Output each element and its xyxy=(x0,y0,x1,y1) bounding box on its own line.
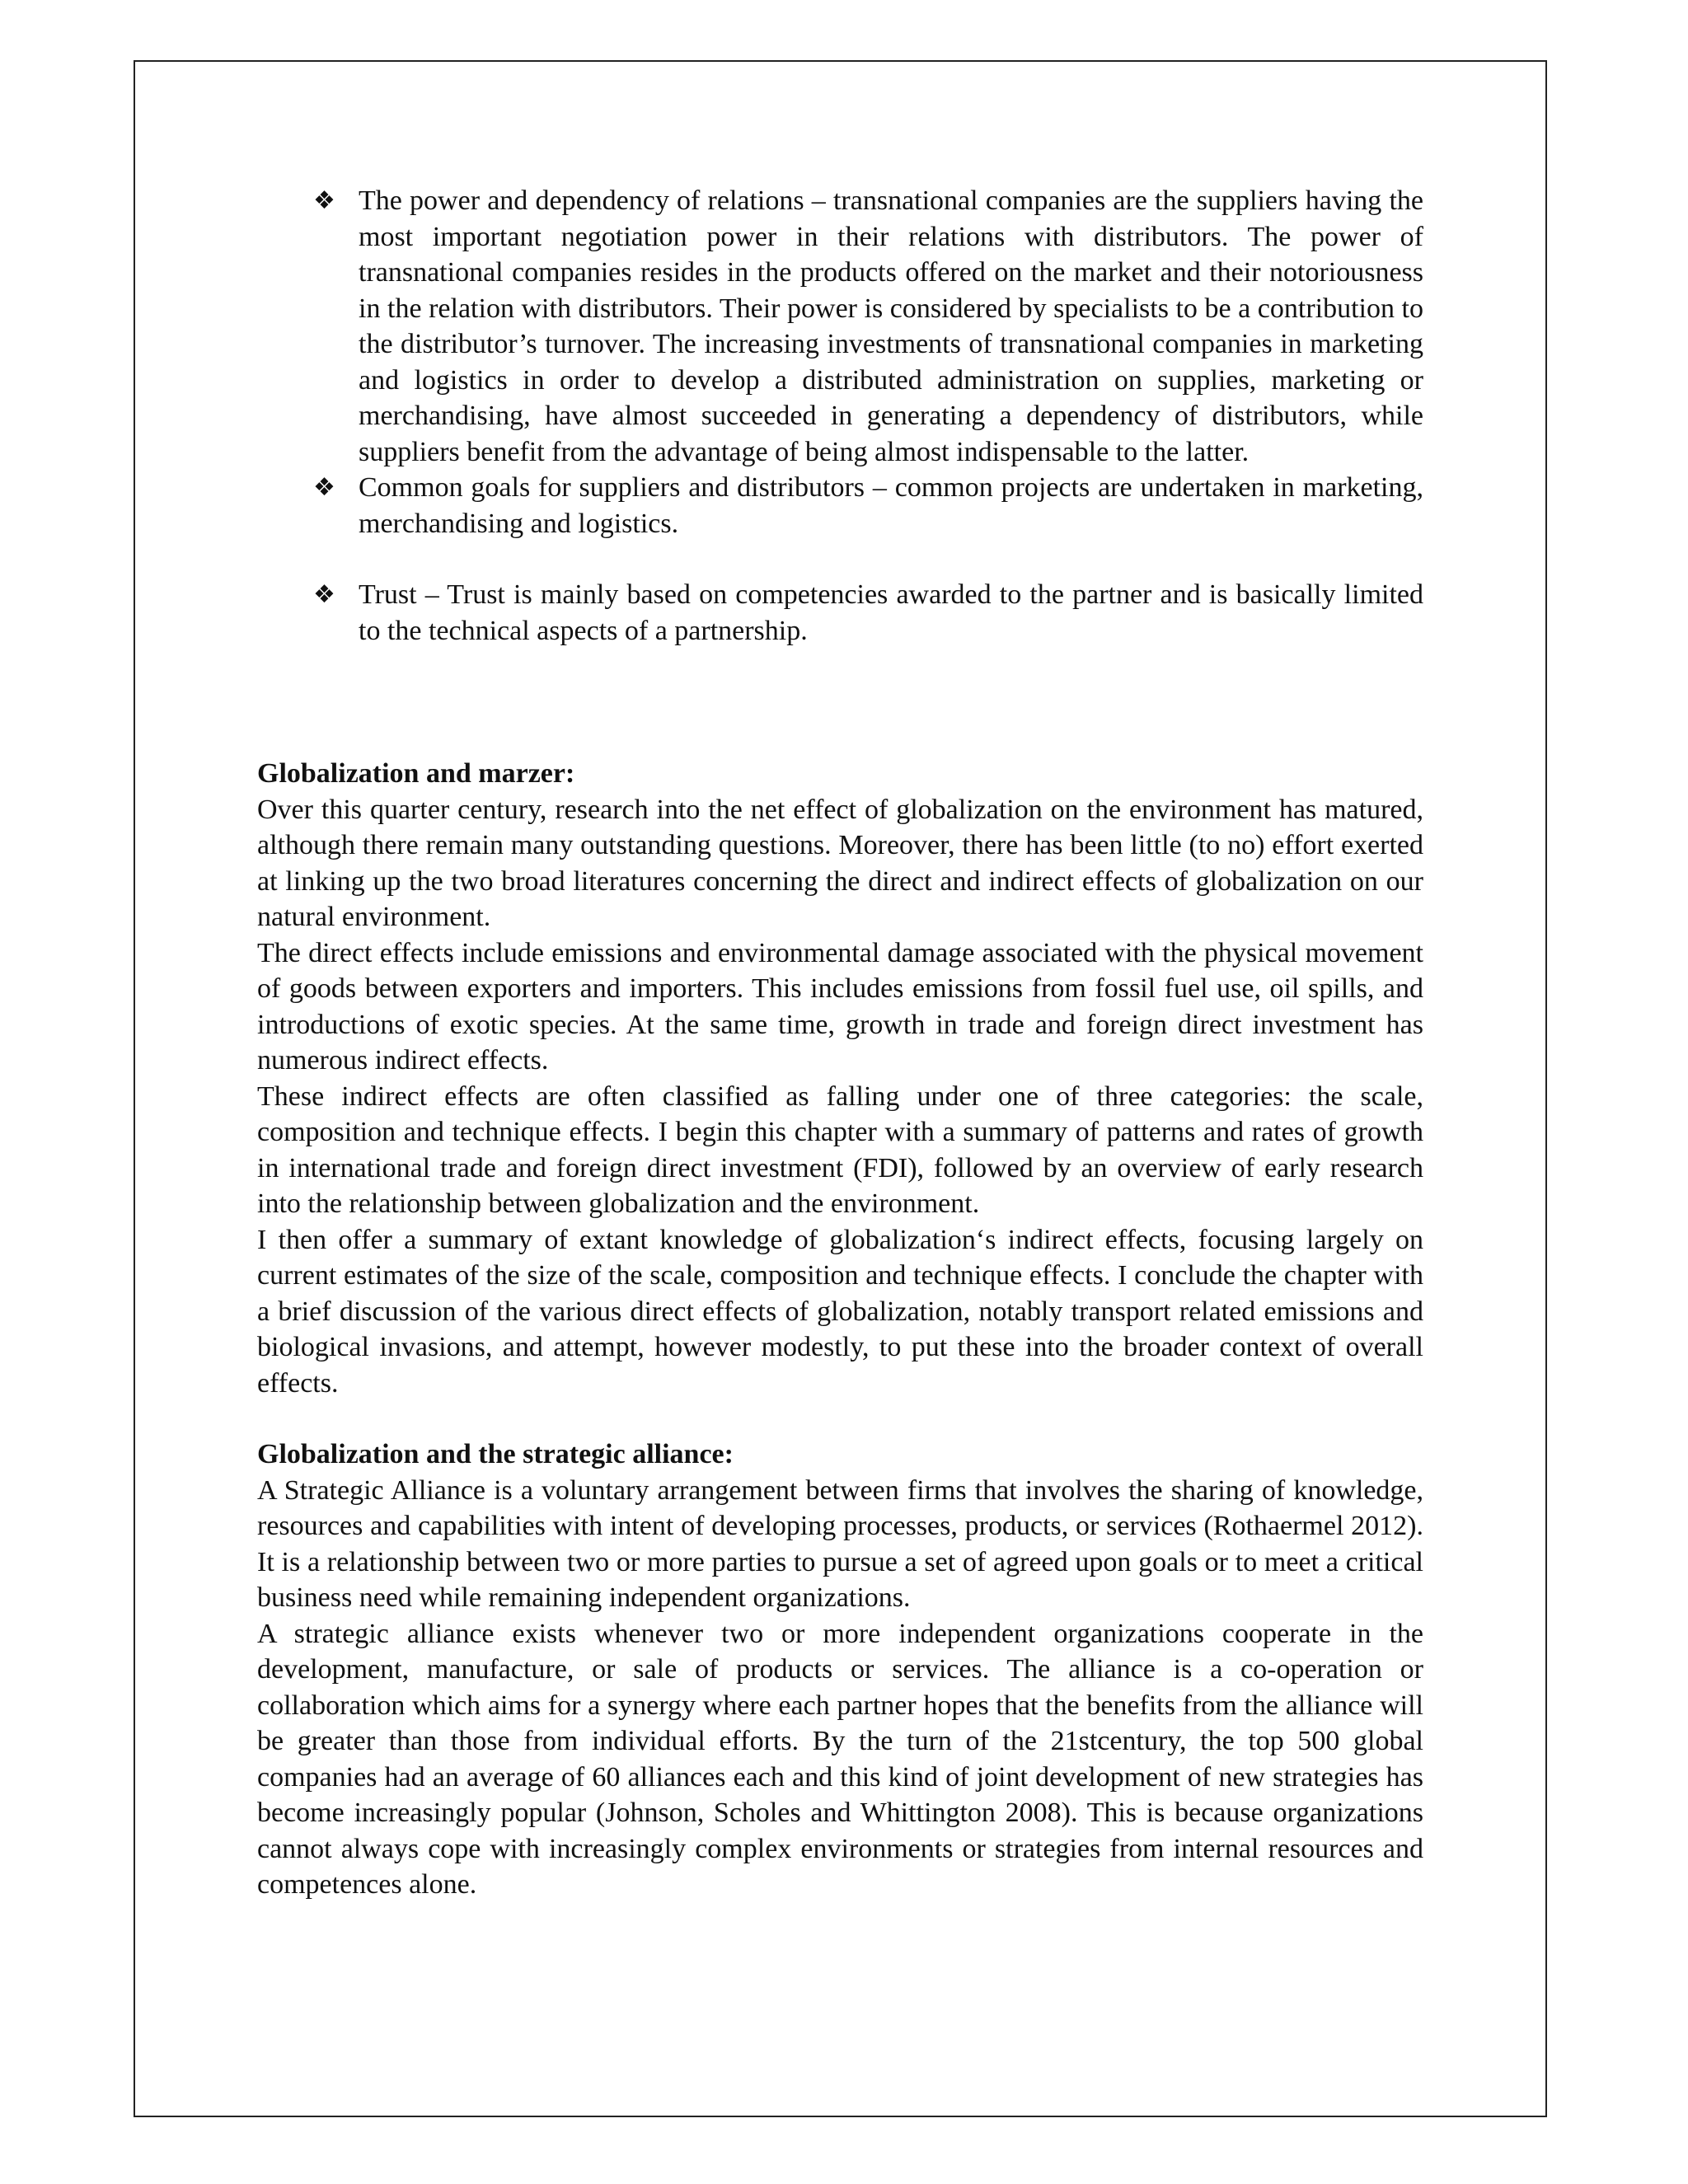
paragraph: A Strategic Alliance is a voluntary arrangement between firms that involves the sharing of knowledge, resources and capabilities with intent of developing processes, products, or services (Rothaermel 2012). It is a relationship between two or more parties to pursue a set of agreed upon goals or to meet a critical business need while remaining independent organizations. xyxy=(257,1474,1423,1613)
bullet-item-power-dependency xyxy=(257,183,1423,470)
bullet-item-trust xyxy=(257,577,1423,649)
bullet-list xyxy=(257,183,1423,649)
diamond-bullet-icon: ❖ xyxy=(313,580,335,609)
paragraph: The direct effects include emissions and environmental damage associated with the physical movement of goods between exporters and importers. This includes emissions from fossil fuel use, oil spills, and introductions of exotic species. At the same time, growth in trade and foreign direct investment has numerous indirect effects. xyxy=(257,937,1423,1076)
diamond-bullet-icon: ❖ xyxy=(313,186,335,215)
bullet-item-common-goals xyxy=(257,470,1423,541)
document-content xyxy=(257,183,1423,1903)
section-heading: Globalization and marzer: xyxy=(257,758,575,789)
paragraph: I then offer a summary of extant knowledge of globalization‘s indirect effects, focusing largely on current estimates of the size of the scale, composition and technique effects. I conclude the chapter with a brief discussion of the various direct effects of globalization, notably transport related emissions and biological invasions, and attempt, however modestly, to put these into the broader context of overall effects. xyxy=(257,1224,1423,1399)
paragraph: These indirect effects are often classified as falling under one of three categories: the scale, composition and technique effects. I begin this chapter with a summary of patterns and rates of growth in international trade and foreign direct investment (FDI), followed by an overview of early research into the relationship between globalization and the environment. xyxy=(257,1080,1423,1219)
bullet-text: The power and dependency of relations – transnational companies are the suppliers having the most important negotiation power in their relations with distributors. The power of transnational companies resides in the products offered on the market and their notoriousness in the relation with distributors. Their power is considered by specialists to be a contribution to the distributor’s turnover. The increasing investments of transnational companies in marketing and logistics in order to develop a distributed administration on supplies, marketing or merchandising, have almost succeeded in generating a dependency of distributors, while suppliers benefit from the advantage of being almost indispensable to the latter. xyxy=(359,185,1423,467)
paragraph: Over this quarter century, research into the net effect of globalization on the environment has matured, although there remain many outstanding questions. Moreover, there has been little (to no) effort exerted at linking up the two broad literatures concerning the direct and indirect effects of globalization on our natural environment. xyxy=(257,794,1423,932)
section-globalization-marzer xyxy=(257,756,1423,1401)
diamond-bullet-icon: ❖ xyxy=(313,473,335,502)
section-heading: Globalization and the strategic alliance: xyxy=(257,1439,734,1469)
bullet-text: Common goals for suppliers and distributors – common projects are undertaken in marketing, merchandising and logistics. xyxy=(359,472,1423,539)
bullet-text: Trust – Trust is mainly based on competencies awarded to the partner and is basically limited to the technical aspects of a partnership. xyxy=(359,579,1423,646)
paragraph: A strategic alliance exists whenever two or more independent organizations cooperate in the development, manufacture, or sale of products or services. The alliance is a co-operation or collaboration which aims for a synergy where each partner hopes that the benefits from the alliance will be greater than those from individual efforts. By the turn of the 21stcentury, the top 500 global companies had an average of 60 alliances each and this kind of joint development of new strategies has become increasingly popular (Johnson, Scholes and Whittington 2008). This is because organizations cannot always cope with increasingly complex environments or strategies from internal resources and competences alone. xyxy=(257,1618,1423,1900)
section-strategic-alliance xyxy=(257,1436,1423,1903)
